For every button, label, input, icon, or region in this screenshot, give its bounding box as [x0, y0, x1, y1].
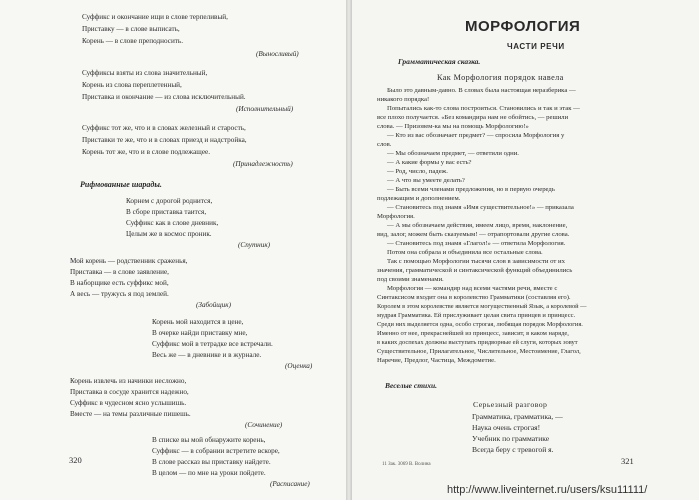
riddle-2-line-2: Корень из слова переплетенный, — [82, 81, 182, 89]
rhyme-4-answer: (Сочинение) — [245, 421, 283, 429]
story-line: под своими знаменами. — [377, 276, 444, 283]
riddle-2-line-1: Суффиксы взяты из слова значительный, — [82, 69, 208, 77]
rhyme-5-answer: (Расписание) — [270, 480, 310, 488]
left-page-number: 320 — [69, 455, 82, 465]
verse-label: Веселые стихи. — [385, 381, 437, 390]
story-line: Потом она собрала и объединила все остальные слова. — [387, 249, 543, 256]
story-line: Морфология. — [377, 213, 415, 220]
story-line: слов. — [377, 141, 392, 148]
story-line: — Род, число, падеж. — [387, 168, 448, 175]
story-line: Было это давным-давно. В словах была настоящая неразберика — — [387, 87, 576, 94]
riddle-1-answer: (Выносливый) — [256, 50, 299, 58]
riddle-1-line-3: Корень — в слове преподносить. — [82, 37, 184, 45]
rhyme-2-line-4: А весь — тружусь я под землей. — [70, 290, 169, 298]
story-line: — Становитесь под знамя «Глагол!» — ответила Морфология. — [387, 240, 566, 247]
section-title-rhymed-charades: Рифмованные шарады. — [80, 180, 162, 189]
story-line: в каких доспехах должны выступать придворные ей слуги, которых зовут — [377, 339, 578, 346]
story-line: Так с помощью Морфологии тысячи слов в зависимости от их — [387, 258, 565, 265]
rhyme-1-line-3: Суффикс как в слове дневник, — [126, 219, 219, 227]
story-line: Существительное, Прилагательное, Числительное, Местоимение, Глагол, — [377, 348, 581, 355]
story-line: мудрая Грамматика. Ей прислуживает целая свита принцев и принцесс. — [377, 312, 576, 319]
rhyme-3-line-3: Суффикс мой в тетрадке все встречали. — [152, 340, 273, 348]
riddle-3-line-2: Приставки те же, что и в словах приезд и надстройка, — [82, 136, 247, 144]
story-line: все плохо получается. «Без командира нам не обойтись, — решили — [377, 114, 569, 121]
rhyme-1-line-4: Целым же в космос проник. — [126, 230, 212, 238]
story-line: Наречие, Предлог, Частица, Междометие. — [377, 357, 496, 364]
story-line: — А мы обозначаем действия, имеем лицо, время, наклонение, — [387, 222, 568, 229]
story-line: Морфология — командир над всеми частями речи, вместе с — [387, 285, 558, 292]
riddle-3-line-1: Суффикс тот же, что и в словах железный и старость, — [82, 124, 246, 132]
riddle-2-answer: (Исполнительный) — [236, 105, 294, 113]
rhyme-5-line-2: Суффикс — в собрании встретите вскоре, — [152, 447, 280, 455]
riddle-2-line-3: Приставка и окончание — из слова исключительный. — [82, 93, 246, 101]
story-line: вид, залог, можем быть сказуемым! — отрапортовали другие слова. — [377, 231, 570, 238]
rhyme-1-answer: (Спутник) — [238, 241, 271, 249]
riddle-1-line-2: Приставку — в слове выписать, — [82, 25, 180, 33]
verse-title: Серьезный разговор — [473, 400, 548, 409]
story-line: — Мы обозначаем предмет, — ответили одни. — [387, 150, 519, 157]
story-line: Среди них выделяется одна, особо строгая, любящая порядок Морфология. — [377, 321, 583, 328]
story-line: — А что вы умеете делать? — [387, 177, 465, 184]
riddle-3-line-3: Корень тот же, что и в слове подлежащее. — [82, 148, 211, 156]
rhyme-3-line-4: Весь же — в дневнике и в журнале. — [152, 351, 262, 359]
riddle-1-line-1: Суффикс и окончание ищи в слове терпеливый, — [82, 13, 228, 21]
rhyme-2-answer: (Забойщик) — [196, 301, 232, 309]
rhyme-4-line-3: Суффикс в чудесном ясно услышишь. — [70, 399, 187, 407]
story-line: Синтаксисом входит она в королевство Грамматики (составляя его). — [377, 294, 571, 301]
story-line: значения, грамматической и синтаксической функций объединились — [377, 267, 573, 274]
watermark-url: http://www.liveinternet.ru/users/ksu11111/ — [447, 484, 648, 496]
verse-line: Всегда беру с тревогой я. — [472, 445, 554, 454]
verse-line: Грамматика, грамматика, — — [472, 412, 563, 421]
story-line: — Быть всеми членами предложения, но в первую очередь — [387, 186, 555, 193]
story-line: Попытались как-то слова построиться. Становились и так и этак — — [387, 105, 580, 112]
rhyme-3-answer: (Оценка) — [285, 362, 313, 370]
story-line: — Становитесь под знамя «Имя существительное!» — приказала — [387, 204, 574, 211]
verse-line: Наука очень строгая! — [472, 423, 541, 432]
rhyme-1-line-1: Корнем с дорогой роднится, — [126, 197, 213, 205]
riddle-3-answer: (Принадлежность) — [233, 160, 293, 168]
footer-note: 11 Зак. 3069 В. Волина — [382, 462, 431, 467]
rhyme-2-line-1: Мой корень — родственник сраженья, — [70, 257, 188, 265]
page-subtitle: ЧАСТИ РЕЧИ — [507, 42, 565, 51]
rhyme-3-line-1: Корень мой находится в цене, — [152, 318, 244, 326]
rhyme-2-line-2: Приставка — в слове заявление, — [70, 268, 169, 276]
story-line: — Кто из вас обозначает предмет? — спросила Морфология у — [387, 132, 565, 139]
rhyme-4-line-2: Приставка в сосуде хранится надежно, — [70, 388, 189, 396]
story-line: никакого порядка! — [377, 96, 430, 103]
rhyme-5-line-4: В целом — по мне на уроки пойдете. — [152, 469, 266, 477]
rhyme-4-line-4: Вместе — на темы различные пишешь. — [70, 410, 191, 418]
intro-label: Грамматическая сказка. — [398, 57, 481, 66]
rhyme-2-line-3: В наборщике есть суффикс мой, — [70, 279, 169, 287]
rhyme-4-line-1: Корень извлечь из начинки несложно, — [70, 377, 187, 385]
story-title: Как Морфология порядок навела — [437, 73, 564, 82]
rhyme-3-line-2: В очерке найди приставку мне, — [152, 329, 248, 337]
rhyme-5-line-3: В слове рассказ вы приставку найдете. — [152, 458, 271, 466]
rhyme-5-line-1: В списке вы мой обнаружите корень, — [152, 436, 266, 444]
story-line: — А какие формы у вас есть? — [387, 159, 472, 166]
page-title: МОРФОЛОГИЯ — [465, 18, 581, 35]
verse-line: Учебник по грамматике — [472, 434, 550, 443]
story-line: Именно от нее, прекраснейшей из принцесс, зависит, в каком наряде, — [377, 330, 569, 337]
story-line: слова. — Призовем-ка мы на помощь Морфологию!» — [377, 123, 529, 130]
story-line: подлежащим и дополнением. — [377, 195, 461, 202]
rhyme-1-line-2: В сборе приставка таится, — [126, 208, 207, 216]
story-line: Королем в этом королевстве является могущественный Язык, а королевой — — [377, 303, 587, 310]
right-page-number: 321 — [621, 456, 634, 466]
